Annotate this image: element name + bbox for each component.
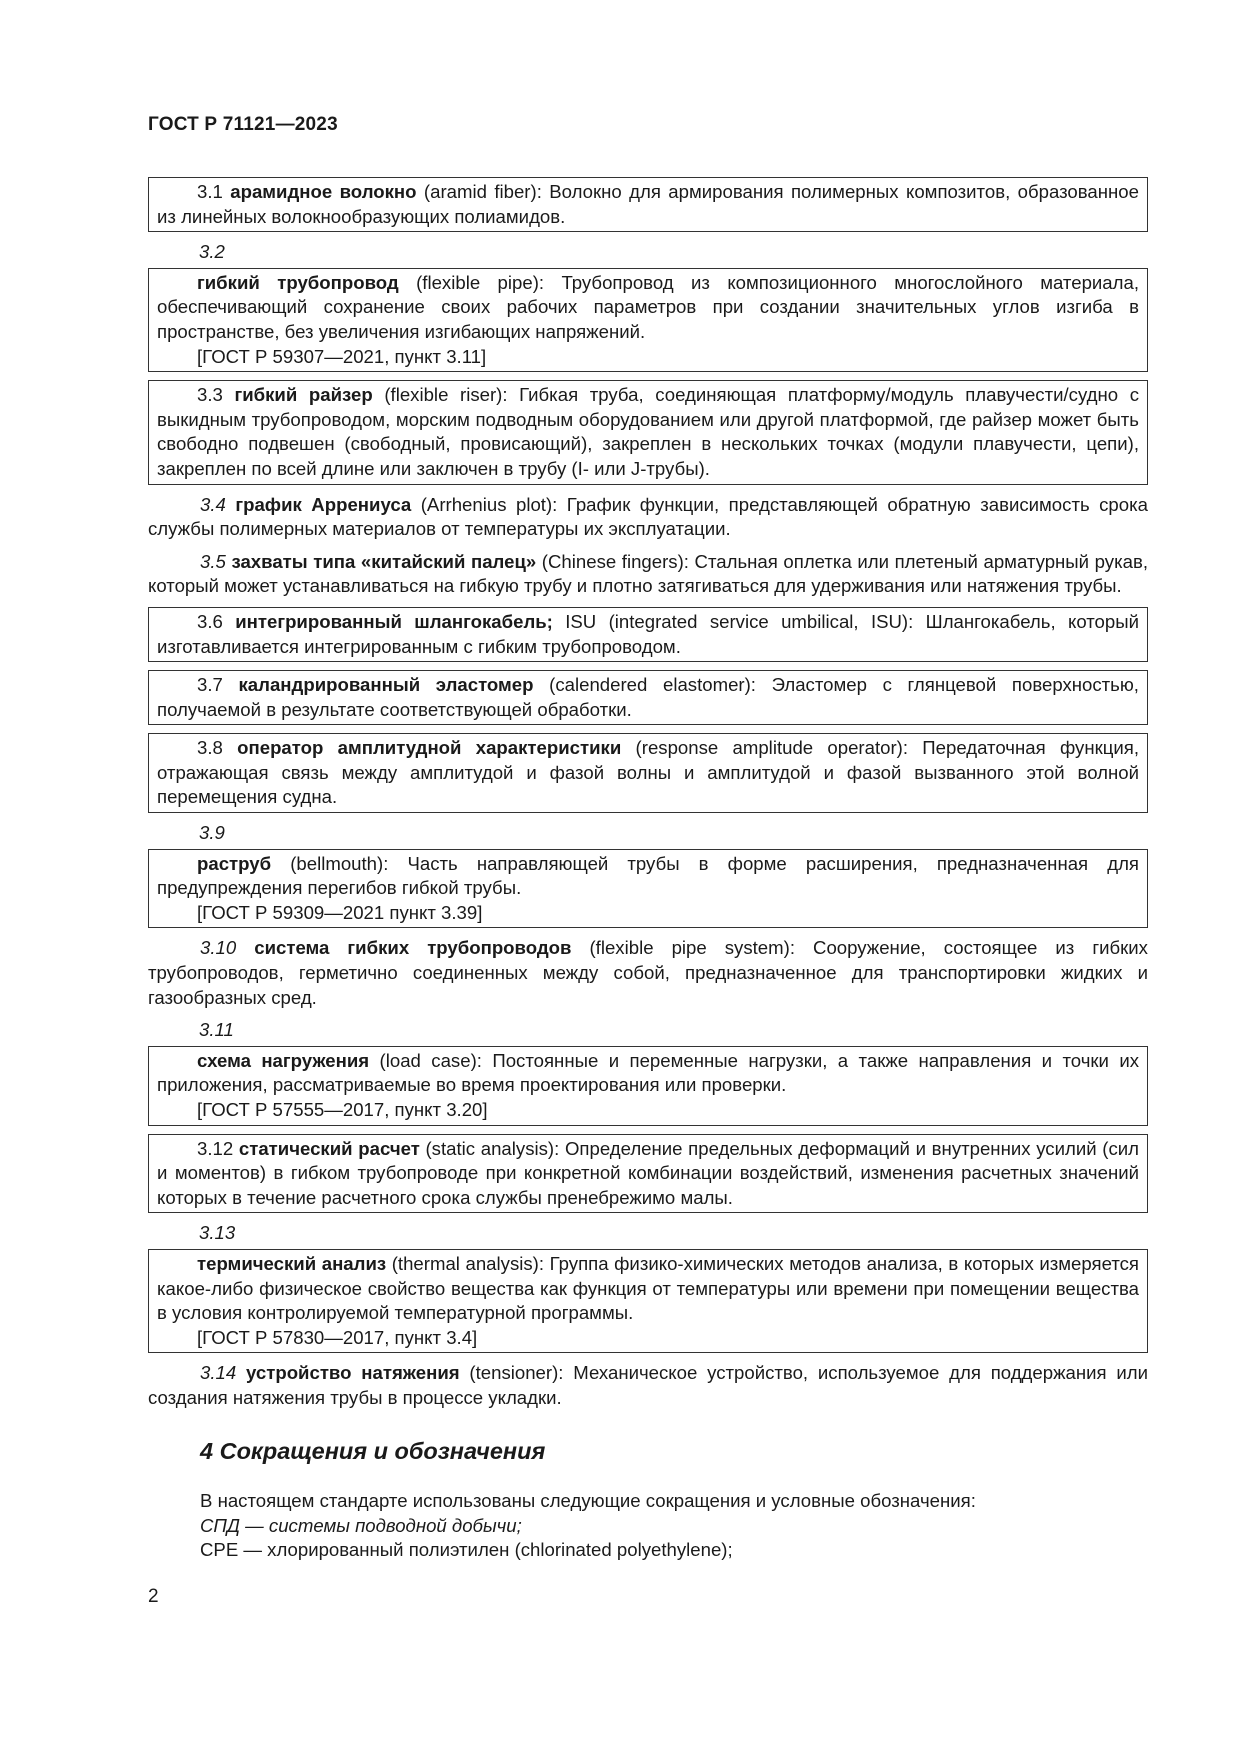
document-body xyxy=(148,177,1148,1563)
abbreviations-intro: В настоящем стандарте использованы следующие сокращения и условные обозначения: xyxy=(200,1490,976,1512)
term-name: статический расчет xyxy=(238,1137,420,1159)
page-number: 2 xyxy=(148,1586,159,1607)
term-definition: (response amplitude operator): Передаточная функция, отражающая связь между амплитудой и фазой волны и амплитудой и фазой вызванного этой волной перемещения судна. xyxy=(157,737,1139,808)
term-definition: (flexible pipe system): Сооружение, состоящее из гибких трубопроводов, герметично соединенных между собой, предназначенное для транспортировки жидких и газообразных сред. xyxy=(148,937,1148,1008)
term-box-3-12 xyxy=(148,1134,1148,1214)
term-definition: (bellmouth): Часть направляющей трубы в форме расширения, предназначенная для предупреждения перегибов гибкой трубы. xyxy=(157,852,1139,899)
term-number: 3.14 xyxy=(200,1362,237,1384)
term-definition: (thermal analysis): Группа физико-химических методов анализа, в которых измеряется какое-либо физическое свойство вещества как функция от температуры или времени при помещении вещества в условия контролируемой температурной программы. xyxy=(157,1252,1139,1324)
term-box-3-13 xyxy=(148,1249,1148,1353)
term-definition: (aramid fiber): Волокно для армирования полимерных композитов, образованное из линейных волокнообразующих полиамидов. xyxy=(157,181,1139,227)
term-number: 3.1 xyxy=(197,181,223,202)
section-heading: 4 Сокращения и обозначения xyxy=(200,1437,546,1464)
term-number: 3.8 xyxy=(197,737,223,759)
term-definition: (Arrhenius plot): График функции, представляющей обратную зависимость срока службы полимерных материалов от температуры их эксплуатации. xyxy=(148,493,1148,540)
term-box-3-7 xyxy=(148,670,1148,725)
term-definition: (tensioner): Механическое устройство, используемое для поддержания или создания натяжения трубы в процессе укладки. xyxy=(148,1362,1148,1408)
term-box-3-6 xyxy=(148,607,1148,662)
term-number-3-13: 3.13 xyxy=(199,1222,236,1244)
term-box-3-9 xyxy=(148,849,1148,929)
term-definition: (Chinese fingers): Стальная оплетка или плетеный арматурный рукав, который может устанавливаться на гибкую трубу и плотно затягиваться для удерживания или натяжения трубы. xyxy=(148,550,1148,597)
term-name: гибкий райзер xyxy=(234,384,373,406)
term-number: 3.4 xyxy=(200,493,226,515)
term-name: схема нагружения xyxy=(197,1049,370,1071)
term-reference: [ГОСТ Р 57555—2017, пункт 3.20] xyxy=(197,1099,488,1120)
abbreviation-item: CPE — хлорированный полиэтилен (chlorinated polyethylene); xyxy=(200,1539,733,1561)
term-number: 3.5 xyxy=(200,550,226,572)
document-header: ГОСТ Р 71121—2023 xyxy=(148,114,338,135)
term-definition: (flexible pipe): Трубопровод из композиционного многослойного материала, обеспечивающий сохранение своих рабочих параметров при создании значительных углов изгиба в пространстве, без увеличения изгибающих напряжений. xyxy=(157,271,1139,342)
term-3-14 xyxy=(148,1361,1148,1410)
term-number: 3.6 xyxy=(197,610,223,632)
term-box-3-8 xyxy=(148,733,1148,813)
term-name: гибкий трубопровод xyxy=(197,271,399,293)
term-name: устройство натяжения xyxy=(246,1362,460,1384)
term-name: захваты типа «китайский палец» xyxy=(231,550,537,572)
term-number-3-9: 3.9 xyxy=(199,822,225,844)
term-definition: ISU (integrated service umbilical, ISU): Шлангокабель, который изготавливается интегрированным с гибким трубопроводом. xyxy=(157,610,1139,657)
term-name: раструб xyxy=(197,852,272,874)
term-name: интегрированный шлангокабель; xyxy=(235,610,553,632)
term-number: 3.12 xyxy=(197,1137,234,1159)
term-box-3-2 xyxy=(148,268,1148,372)
term-box-3-3 xyxy=(148,380,1148,484)
term-number: 3.3 xyxy=(197,384,223,406)
term-name: оператор амплитудной характеристики xyxy=(237,737,622,759)
term-name: график Аррениуса xyxy=(235,493,412,515)
term-definition: (load case): Постоянные и переменные нагрузки, а также направления и точки их приложения, рассматриваемые во время проектирования или проверки. xyxy=(157,1049,1140,1096)
term-definition: (flexible riser): Гибкая труба, соединяющая платформу/модуль плавучести/судно с выкидным трубопроводом, морским подводным оборудованием или другой платформой, где райзер может быть свободно подвешен (свободный, провисающий), закреплен в нескольких точках (модули плавучести, цепи), закреплен по всей длине или заключен в трубу (I- или J-трубы). xyxy=(157,384,1139,479)
term-box-3-11 xyxy=(148,1046,1148,1126)
abbreviation-item: СПД — системы подводной добычи; xyxy=(200,1514,522,1536)
term-box-3-1 xyxy=(148,177,1148,232)
term-reference: [ГОСТ Р 57830—2017, пункт 3.4] xyxy=(197,1326,478,1348)
term-3-4 xyxy=(148,493,1148,542)
term-definition: (calendered elastomer): Эластомер с глянцевой поверхностью, получаемой в результате соответствующей обработки. xyxy=(157,674,1139,720)
abbreviations-list xyxy=(148,1489,1148,1563)
term-name: система гибких трубопроводов xyxy=(254,937,572,959)
term-name: термический анализ xyxy=(197,1252,387,1274)
term-number: 3.10 xyxy=(200,937,237,959)
term-3-5 xyxy=(148,550,1148,599)
term-number-3-2: 3.2 xyxy=(199,241,225,263)
term-number: 3.7 xyxy=(197,674,223,696)
term-reference: [ГОСТ Р 59309—2021 пункт 3.39] xyxy=(197,901,483,923)
term-number-3-11: 3.11 xyxy=(199,1019,234,1041)
term-name: каландрированный эластомер xyxy=(238,674,534,696)
term-3-10 xyxy=(148,936,1148,1010)
term-reference: [ГОСТ Р 59307—2021, пункт 3.11] xyxy=(197,345,487,367)
term-definition: (static analysis): Определение предельных деформаций и внутренних усилий (сил и моментов) в гибком трубопроводе при конкретной комбинации воздействий, изменения расчетных значений которых в течение расчетного срока службы пренебрежимо малы. xyxy=(157,1137,1139,1208)
term-name: арамидное волокно xyxy=(230,181,417,202)
